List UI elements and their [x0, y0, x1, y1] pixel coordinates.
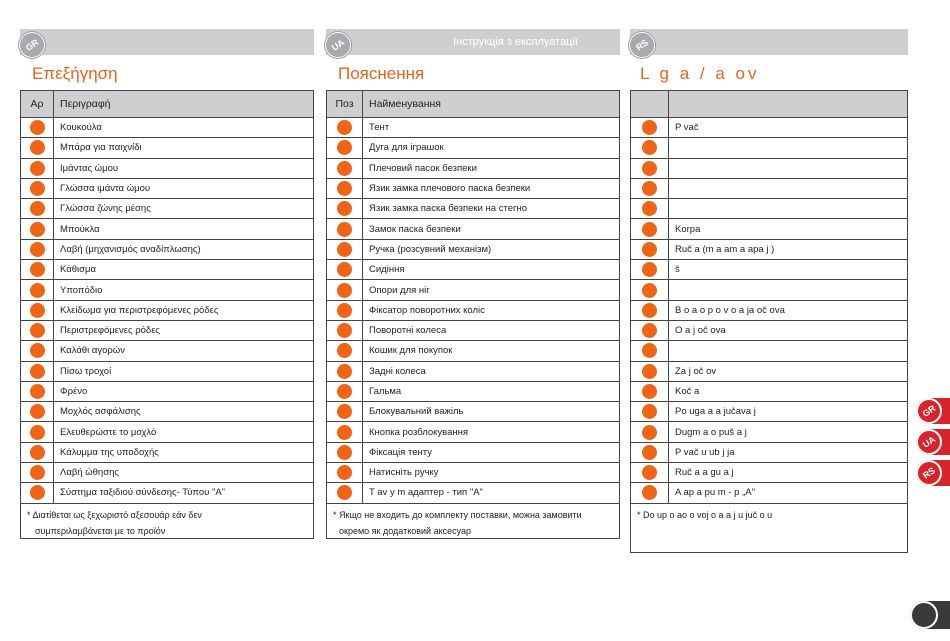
table-row — [21, 422, 314, 442]
table-row — [327, 483, 620, 503]
number-marker-icon — [337, 343, 352, 358]
row-description: Поворотні колеса — [363, 320, 620, 340]
row-number-cell — [631, 199, 669, 219]
table-row — [21, 300, 314, 320]
row-description: Περιστρεφόμενες ρόδες — [54, 320, 314, 340]
table-row — [631, 260, 908, 280]
footnote-line: * Якщо не входить до комплекту поставки, можна замовити — [333, 510, 582, 520]
row-description: Плечовий пасок безпеки — [363, 158, 620, 178]
row-number-cell — [327, 118, 363, 138]
row-description: T av y m адаптер - тип "A" — [363, 483, 620, 503]
row-description: Кнопка розблокування — [363, 422, 620, 442]
row-number-cell — [327, 158, 363, 178]
side-tab-label: GR — [911, 393, 947, 429]
row-description: Μοχλός ασφάλισης — [54, 402, 314, 422]
row-number-cell — [21, 361, 54, 381]
number-marker-icon — [642, 404, 657, 419]
row-number-cell — [631, 442, 669, 462]
row-number-cell — [21, 402, 54, 422]
table-row — [327, 219, 620, 239]
number-marker-icon — [337, 161, 352, 176]
table-row — [21, 381, 314, 401]
table-row — [21, 260, 314, 280]
footnote-line: * Do up o ao o voj o a a j u juč o u — [637, 510, 773, 520]
number-marker-icon — [30, 485, 45, 500]
table-row — [631, 199, 908, 219]
table-row — [631, 463, 908, 483]
row-description — [669, 178, 908, 198]
table-row — [21, 138, 314, 158]
table-row — [631, 158, 908, 178]
row-number-cell — [327, 402, 363, 422]
row-description: Za j oč ov — [669, 361, 908, 381]
row-number-cell — [327, 138, 363, 158]
side-tab-label: UA — [911, 424, 947, 460]
footnote-line: * Διατίθεται ως ξεχωριστό αξεσουάρ εάν δεν — [27, 510, 202, 520]
table-row — [21, 178, 314, 198]
table-row — [631, 178, 908, 198]
row-number-cell — [631, 381, 669, 401]
page-number-circle — [910, 601, 938, 629]
row-number-cell — [327, 463, 363, 483]
row-number-cell — [21, 118, 54, 138]
row-number-cell — [327, 300, 363, 320]
table-row — [327, 361, 620, 381]
number-marker-icon — [30, 425, 45, 440]
row-description: š — [669, 260, 908, 280]
row-description: Φρένο — [54, 381, 314, 401]
table-row — [327, 158, 620, 178]
language-badge-rs: RS — [624, 27, 660, 63]
table-row — [631, 219, 908, 239]
legend-table — [20, 90, 314, 504]
header-band — [630, 29, 908, 55]
side-tab-rs[interactable] — [916, 460, 950, 486]
row-number-cell — [327, 442, 363, 462]
table-row — [327, 138, 620, 158]
table-row — [327, 341, 620, 361]
table-row — [21, 442, 314, 462]
table-row — [21, 280, 314, 300]
row-description — [669, 158, 908, 178]
row-description: Задні колеса — [363, 361, 620, 381]
table-row — [631, 341, 908, 361]
row-description: Κουκούλα — [54, 118, 314, 138]
number-marker-icon — [642, 445, 657, 460]
row-number-cell — [327, 381, 363, 401]
row-description: Ruč a a gu a j — [669, 463, 908, 483]
row-description: Λαβή ώθησης — [54, 463, 314, 483]
header-description: Найменування — [363, 91, 620, 118]
number-marker-icon — [642, 465, 657, 480]
section-heading: Επεξήγηση — [32, 64, 118, 83]
number-marker-icon — [337, 283, 352, 298]
number-marker-icon — [30, 242, 45, 257]
number-marker-icon — [30, 465, 45, 480]
header-number: Αρ — [21, 91, 54, 118]
row-description: Кошик для покупок — [363, 341, 620, 361]
table-row — [631, 239, 908, 259]
row-number-cell — [21, 280, 54, 300]
number-marker-icon — [30, 140, 45, 155]
number-marker-icon — [30, 384, 45, 399]
language-badge-gr: GR — [14, 27, 50, 63]
row-number-cell — [631, 341, 669, 361]
header-band-text: Інструкція з експлуатації — [453, 36, 578, 48]
number-marker-icon — [30, 161, 45, 176]
row-description — [669, 280, 908, 300]
row-number-cell — [21, 442, 54, 462]
row-description: Λαβή (μηχανισμός αναδίπλωσης) — [54, 239, 314, 259]
row-description: Сидіння — [363, 260, 620, 280]
row-description — [669, 341, 908, 361]
table-row — [631, 300, 908, 320]
number-marker-icon — [337, 181, 352, 196]
number-marker-icon — [337, 323, 352, 338]
row-number-cell — [21, 138, 54, 158]
table-row — [21, 199, 314, 219]
number-marker-icon — [337, 404, 352, 419]
number-marker-icon — [642, 120, 657, 135]
table-row — [631, 280, 908, 300]
row-number-cell — [631, 219, 669, 239]
row-description: Дуга для іграшок — [363, 138, 620, 158]
footnote-line: окремо як додатковий аксесуар — [339, 526, 472, 536]
row-number-cell — [21, 422, 54, 442]
row-description: Dugm a o puš a j — [669, 422, 908, 442]
table-row — [631, 118, 908, 138]
row-description: Πίσω τροχοί — [54, 361, 314, 381]
row-number-cell — [327, 422, 363, 442]
page-number-tab — [910, 601, 950, 629]
section-heading: Пояснення — [338, 64, 425, 83]
row-description: P vač — [669, 118, 908, 138]
table-row — [327, 178, 620, 198]
row-description: Замок паска безпеки — [363, 219, 620, 239]
legend-table — [326, 90, 620, 504]
table-row — [327, 199, 620, 219]
table-row — [631, 442, 908, 462]
row-description: Koč a — [669, 381, 908, 401]
row-number-cell — [327, 483, 363, 503]
footnote — [630, 504, 908, 553]
table-row — [21, 361, 314, 381]
table-row — [21, 402, 314, 422]
row-description: Γλώσσα ιμάντα ώμου — [54, 178, 314, 198]
table-row — [631, 402, 908, 422]
number-marker-icon — [337, 262, 352, 277]
header-description — [669, 91, 908, 118]
header-number — [631, 91, 669, 118]
row-number-cell — [327, 219, 363, 239]
table-row — [21, 341, 314, 361]
row-number-cell — [21, 199, 54, 219]
number-marker-icon — [337, 364, 352, 379]
row-number-cell — [631, 158, 669, 178]
footnote-line: συμπεριλαμβάνεται με το προϊόν — [35, 526, 166, 536]
row-number-cell — [327, 361, 363, 381]
row-number-cell — [21, 341, 54, 361]
row-number-cell — [21, 483, 54, 503]
table-row — [631, 422, 908, 442]
row-description: Ruč a (m a am a apa j ) — [669, 239, 908, 259]
row-description: Υποπόδιο — [54, 280, 314, 300]
table-row — [327, 381, 620, 401]
table-row — [21, 320, 314, 340]
number-marker-icon — [642, 181, 657, 196]
side-tab-label: RS — [911, 455, 947, 491]
table-row — [21, 483, 314, 503]
number-marker-icon — [642, 140, 657, 155]
row-description: Μπούκλα — [54, 219, 314, 239]
number-marker-icon — [642, 303, 657, 318]
number-marker-icon — [642, 425, 657, 440]
number-marker-icon — [642, 384, 657, 399]
row-number-cell — [631, 402, 669, 422]
row-number-cell — [631, 239, 669, 259]
number-marker-icon — [642, 343, 657, 358]
number-marker-icon — [337, 384, 352, 399]
table-row — [21, 463, 314, 483]
row-number-cell — [21, 463, 54, 483]
table-row — [327, 300, 620, 320]
language-badge-ua: UA — [320, 27, 356, 63]
number-marker-icon — [30, 222, 45, 237]
table-row — [21, 239, 314, 259]
number-marker-icon — [30, 201, 45, 216]
row-number-cell — [631, 118, 669, 138]
row-description: P vač u ub j ja — [669, 442, 908, 462]
table-row — [631, 381, 908, 401]
row-number-cell — [631, 138, 669, 158]
footnote — [20, 504, 314, 539]
table-row — [631, 320, 908, 340]
number-marker-icon — [642, 364, 657, 379]
number-marker-icon — [30, 364, 45, 379]
row-number-cell — [631, 300, 669, 320]
row-number-cell — [21, 320, 54, 340]
row-description: Po uga a a jučava j — [669, 402, 908, 422]
table-row — [21, 158, 314, 178]
number-marker-icon — [337, 120, 352, 135]
row-number-cell — [21, 260, 54, 280]
number-marker-icon — [337, 425, 352, 440]
table-row — [631, 138, 908, 158]
section-heading: L g a / a ov — [640, 64, 760, 83]
table-row — [631, 361, 908, 381]
number-marker-icon — [642, 485, 657, 500]
row-number-cell — [21, 178, 54, 198]
table-row — [21, 219, 314, 239]
row-description: Κλείδωμα για περιστρεφόμενες ρόδες — [54, 300, 314, 320]
number-marker-icon — [30, 262, 45, 277]
number-marker-icon — [30, 404, 45, 419]
number-marker-icon — [337, 465, 352, 480]
row-description: Κάθισμα — [54, 260, 314, 280]
row-number-cell — [21, 219, 54, 239]
row-description: Καλάθι αγορών — [54, 341, 314, 361]
number-marker-icon — [642, 262, 657, 277]
number-marker-icon — [642, 323, 657, 338]
footnote — [326, 504, 620, 539]
row-number-cell — [327, 260, 363, 280]
number-marker-icon — [337, 485, 352, 500]
row-description: B o a o p o v o a ja oč ova — [669, 300, 908, 320]
row-number-cell — [327, 239, 363, 259]
row-number-cell — [327, 199, 363, 219]
table-header-row — [631, 91, 908, 118]
row-description: Μπάρα για παιχνίδι — [54, 138, 314, 158]
legend-table — [630, 90, 908, 504]
number-marker-icon — [337, 445, 352, 460]
number-marker-icon — [642, 201, 657, 216]
row-number-cell — [631, 361, 669, 381]
number-marker-icon — [30, 283, 45, 298]
row-description: Κάλυμμα της υποδοχής — [54, 442, 314, 462]
row-number-cell — [21, 300, 54, 320]
header-description: Περιγραφή — [54, 91, 314, 118]
number-marker-icon — [642, 283, 657, 298]
table-row — [327, 239, 620, 259]
number-marker-icon — [30, 323, 45, 338]
table-row — [327, 463, 620, 483]
row-number-cell — [327, 178, 363, 198]
number-marker-icon — [337, 201, 352, 216]
number-marker-icon — [337, 303, 352, 318]
number-marker-icon — [337, 140, 352, 155]
number-marker-icon — [30, 445, 45, 460]
table-row — [327, 402, 620, 422]
header-band — [20, 29, 314, 55]
row-number-cell — [327, 280, 363, 300]
row-description — [669, 199, 908, 219]
table-row — [327, 260, 620, 280]
row-description: Фіксація тенту — [363, 442, 620, 462]
number-marker-icon — [337, 222, 352, 237]
table-row — [327, 320, 620, 340]
row-number-cell — [631, 463, 669, 483]
table-row — [327, 280, 620, 300]
table-row — [327, 442, 620, 462]
table-header-row — [21, 91, 314, 118]
row-number-cell — [631, 320, 669, 340]
row-description: A ap a pu m - p „A" — [669, 483, 908, 503]
row-description: Korpa — [669, 219, 908, 239]
row-description: Блокувальний важіль — [363, 402, 620, 422]
row-number-cell — [631, 422, 669, 442]
row-description: Язик замка паска безпеки на стегно — [363, 199, 620, 219]
row-description: Опори для ніг — [363, 280, 620, 300]
table-row — [327, 118, 620, 138]
side-tab-gr[interactable] — [916, 398, 950, 424]
row-description: Натисніть ручку — [363, 463, 620, 483]
row-description: Γλώσσα ζώνης μέσης — [54, 199, 314, 219]
row-description: Ιμάντας ώμου — [54, 158, 314, 178]
number-marker-icon — [642, 222, 657, 237]
number-marker-icon — [30, 181, 45, 196]
number-marker-icon — [30, 303, 45, 318]
row-description: Σύστημα ταξιδιού σύνδεσης- Τύπου "A" — [54, 483, 314, 503]
number-marker-icon — [30, 120, 45, 135]
row-number-cell — [631, 483, 669, 503]
row-description: Фіксатор поворотних коліс — [363, 300, 620, 320]
row-description: Тент — [363, 118, 620, 138]
row-number-cell — [21, 381, 54, 401]
row-description: Ελευθερώστε το μοχλό — [54, 422, 314, 442]
table-row — [327, 422, 620, 442]
side-tab-ua[interactable] — [916, 429, 950, 455]
number-marker-icon — [30, 343, 45, 358]
row-number-cell — [21, 239, 54, 259]
header-number: Поз — [327, 91, 363, 118]
number-marker-icon — [642, 242, 657, 257]
row-number-cell — [327, 341, 363, 361]
row-number-cell — [631, 178, 669, 198]
row-number-cell — [631, 280, 669, 300]
row-number-cell — [327, 320, 363, 340]
header-band — [326, 29, 620, 55]
table-header-row — [327, 91, 620, 118]
table-row — [21, 118, 314, 138]
row-description: Язик замка плечового паска безпеки — [363, 178, 620, 198]
number-marker-icon — [642, 161, 657, 176]
number-marker-icon — [337, 242, 352, 257]
table-row — [631, 483, 908, 503]
row-description — [669, 138, 908, 158]
row-number-cell — [21, 158, 54, 178]
row-description: Гальма — [363, 381, 620, 401]
row-description: O a j oč ova — [669, 320, 908, 340]
row-number-cell — [631, 260, 669, 280]
row-description: Ручка (розсувний механізм) — [363, 239, 620, 259]
